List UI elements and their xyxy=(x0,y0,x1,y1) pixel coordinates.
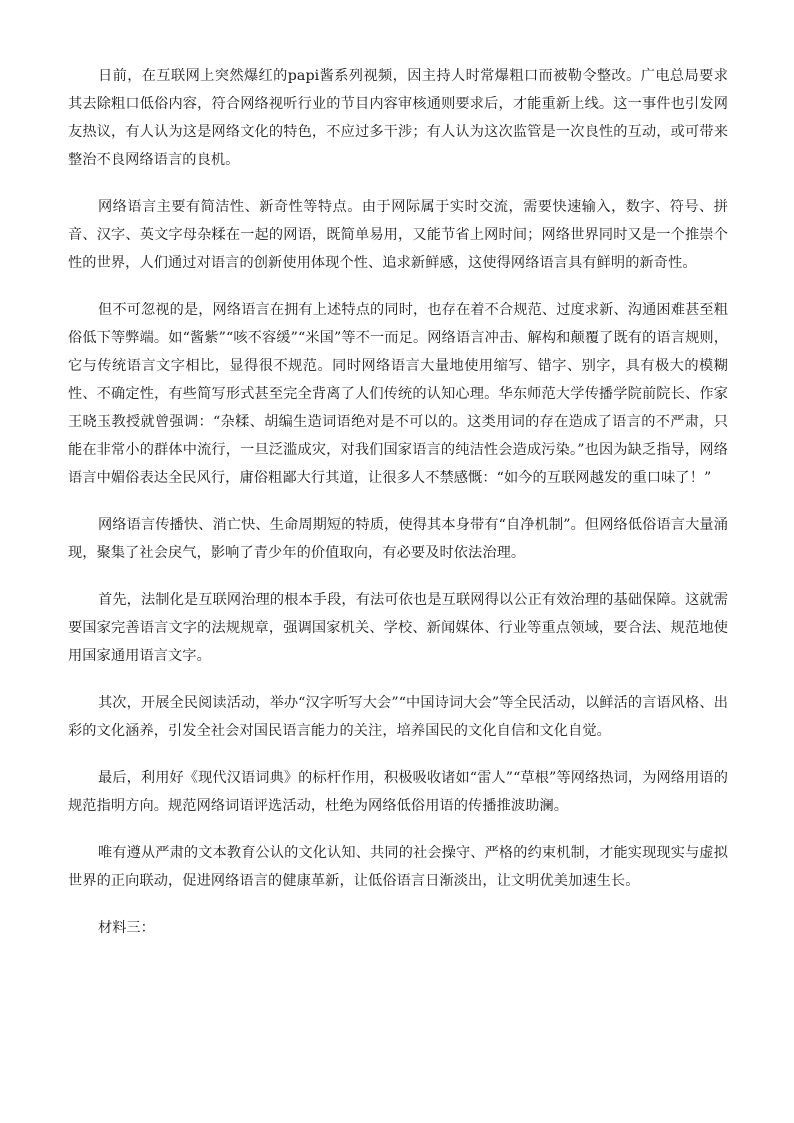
paragraph-8: 唯有遵从严肃的文本教育公认的文化认知、共同的社会操守、严格的约束机制，才能实现现实与虚拟世界的正向联动，促进网络语言的健康革新，让低俗语言日渐淡出，让文明优美加速生长。 xyxy=(68,845,728,889)
paragraph-4: 网络语言传播快、消亡快、生命周期短的特质，使得其本身带有“自净机制”。但网络低俗语言大量涌现，聚集了社会戾气，影响了青少年的价值取向，有必要及时依法治理。 xyxy=(68,517,728,561)
paragraph-2: 网络语言主要有简洁性、新奇性等特点。由于网际属于实时交流，需要快速输入，数字、符号、拼音、汉字、英文字母杂糅在一起的网语，既简单易用，又能节省上网时间；网络世界同时又是一个推崇个性的世界，人们通过对语言的创新使用体现个性、追求新鲜感，这使得网络语言具有鲜明的新奇性。 xyxy=(68,199,728,271)
paragraph-1: 日前，在互联网上突然爆红的papi酱系列视频，因主持人时常爆粗口而被勒令整改。广电总局要求其去除粗口低俗内容，符合网络视听行业的节目内容审核通则要求后，才能重新上线。这一事件也引发网友热议，有人认为这是网络文化的特色，不应过多干涉；有人认为这次监管是一次良性的互动，或可带来整治不良网络语言的良机。 xyxy=(68,68,728,168)
paragraph-7: 最后，利用好《现代汉语词典》的标杆作用，积极吸收诸如“雷人”“草根”等网络热词，为网络用语的规范指明方向。规范网络词语评选活动，杜绝为网络低俗用语的传播推波助澜。 xyxy=(68,770,728,814)
paragraph-3: 但不可忽视的是，网络语言在拥有上述特点的同时，也存在着不合规范、过度求新、沟通困难甚至粗俗低下等弊端。如“酱紫”“咳不容缓”“米国”等不一而足。网络语言冲击、解构和颠覆了既有的语言规则，它与传统语言文字相比，显得很不规范。同时网络语言大量地使用缩写、错字、别字，具有极大的模糊性、不确定性，有些简写形式甚至完全背离了人们传统的认知心理。华东师范大学传播学院前院长、作家王晓玉教授就曾强调：“杂糅、胡编生造词语绝对是不可以的。这类用词的存在造成了语言的不严肃，只能在非常小的群体中流行，一旦泛滥成灾，对我们国家语言的纯洁性会造成污染。”也因为缺乏指导，网络语言中媚俗表达全民风行，庸俗粗鄙大行其道，让很多人不禁感慨：“如今的互联网越发的重口味了！” xyxy=(68,302,728,486)
section-label: 材料三： xyxy=(98,920,155,936)
paragraph-6: 其次，开展全民阅读活动，举办“汉字听写大会”“中国诗词大会”等全民活动，以鲜活的言语风格、出彩的文化涵养，引发全社会对国民语言能力的关注，培养国民的文化自信和文化自觉。 xyxy=(68,695,728,739)
document-page xyxy=(68,62,728,942)
paragraph-5: 首先，法制化是互联网治理的根本手段，有法可依也是互联网得以公正有效治理的基础保障。这就需要国家完善语言文字的法规规章，强调国家机关、学校、新闻媒体、行业等重点领域，要合法、规范地使用国家通用语言文字。 xyxy=(68,592,728,664)
